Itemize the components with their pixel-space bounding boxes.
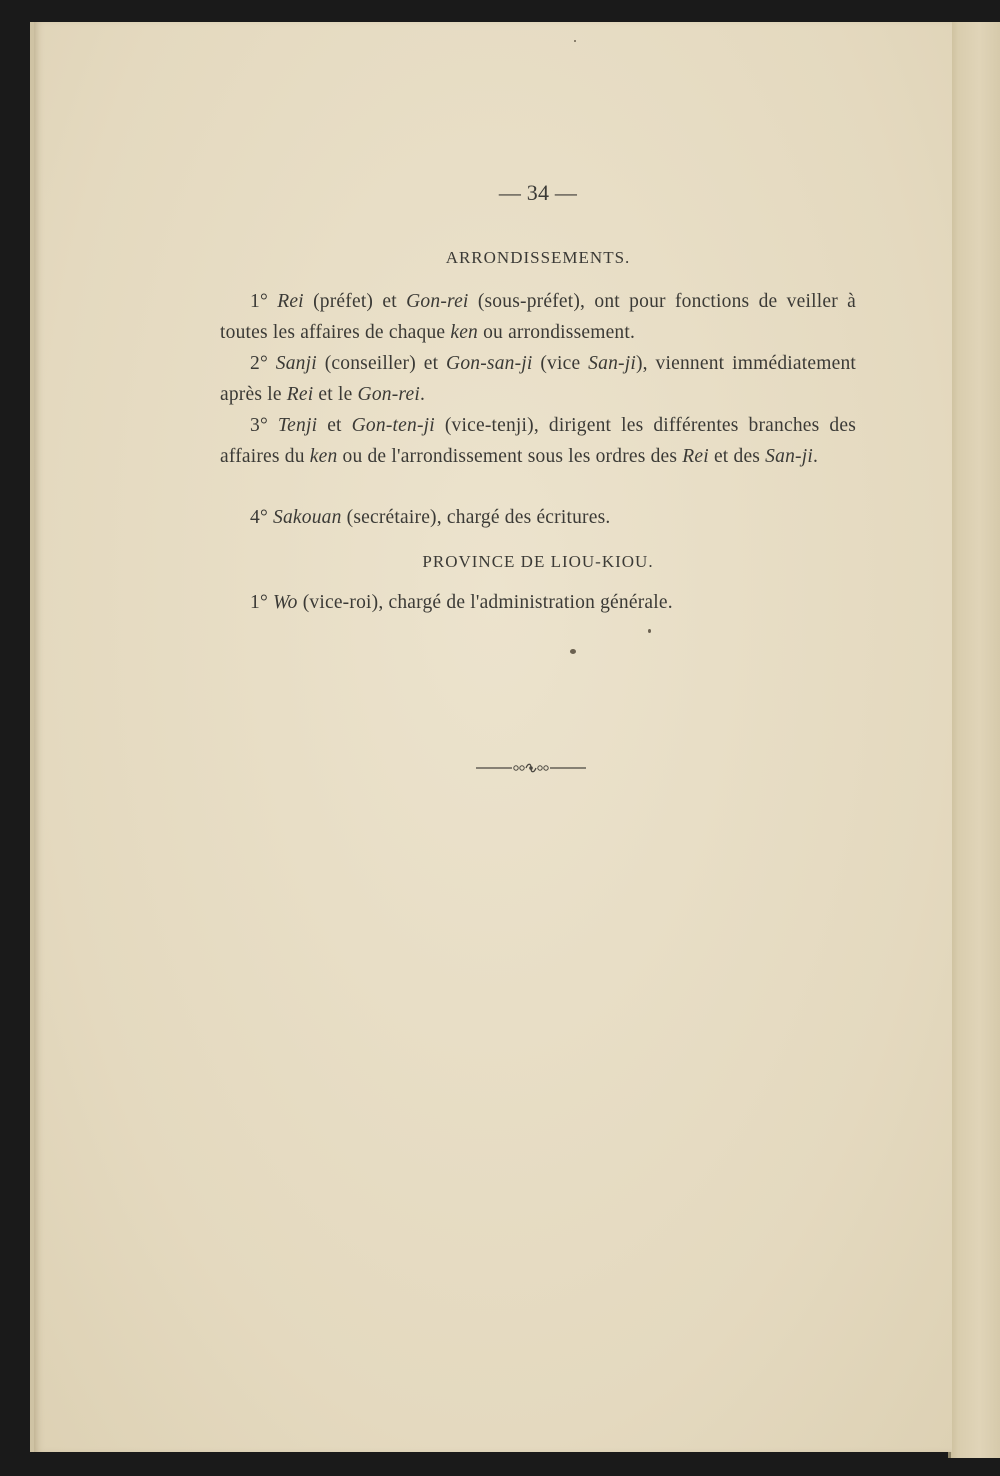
text: et le [313,383,358,405]
text: (vice-tenji), dirigent les différentes branches des affaires du [220,415,857,467]
item-number: 4° [250,507,274,528]
term-rei: Rei [286,383,314,405]
text: (vice [532,353,589,374]
term-gon-ten-ji: Gon-ten-ji [351,415,435,436]
text: (sous-préfet), ont pour fonctions de veiller à toutes les affaires de chaque [220,291,856,343]
next-page-edge [948,22,1000,1458]
text: ou de l'arrondissement sous les ordres des [337,445,683,467]
text: (conseiller) et [316,353,447,374]
text: (secrétaire), chargé des écritures. [341,507,611,528]
text: . [419,383,426,405]
text: et des [708,445,766,467]
term-sakouan: Sakouan [273,507,342,528]
term-wo: Wo [273,592,298,613]
term-gon-san-ji: Gon-san-ji [446,353,533,374]
term-rei: Rei [682,445,709,467]
book-page [30,22,952,1452]
item-number: 1° [250,592,274,613]
text: ), viennent immédiatement après le [220,353,857,405]
term-sanji: Sanji [275,353,317,374]
paragraph-item-4 [220,503,856,534]
term-rei: Rei [277,291,304,312]
text: (préfet) et [303,291,407,312]
term-ken: ken [450,321,479,343]
item-number: 3° [250,415,278,436]
item-number: 1° [250,291,278,312]
section-heading-province: PROVINCE DE LIOU-KIOU. [422,552,654,571]
text: et [317,415,352,436]
paper-speck [648,629,651,633]
term-gon-rei: Gon-rei [406,291,469,312]
paper-speck [570,649,576,654]
term-gon-rei: Gon-rei [357,383,420,405]
term-ken: ken [309,445,338,467]
term-tenji: Tenji [277,415,318,436]
paragraph-item-3 [220,411,856,472]
paragraph-province-item-1 [220,588,856,619]
paragraph-item-1 [220,287,856,348]
ornament-divider [476,760,586,776]
text: . [812,445,819,467]
paragraph-item-2 [220,349,856,410]
term-san-ji: San-ji [765,445,813,467]
section-heading-arrondissements: ARRONDISSEMENTS. [445,248,631,267]
paper-speck [574,40,576,42]
term-san-ji: San-ji [588,353,636,374]
item-number: 2° [250,353,276,374]
page-number: — 34 — [498,180,578,205]
text: ou arrondissement. [478,321,636,343]
text: (vice-roi), chargé de l'administration générale. [297,592,673,613]
